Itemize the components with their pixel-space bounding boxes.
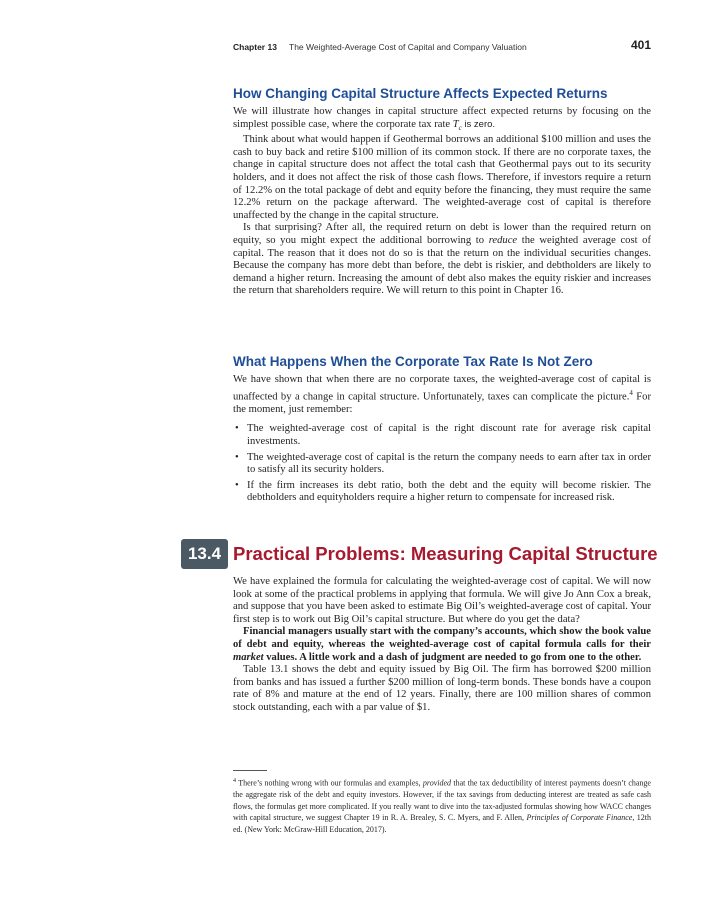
paragraph: Think about what would happen if Geothermal borrows an additional $100 million and uses the cash to buy back and retire $100 million of its common stock. If there are no corporate taxes, the change in capital structure does not affect the total cash that Geothermal pays out to its security holders, and it does not affect the risk of those cash flows. Therefore, if investors require a return of 12.2% on the total package of debt and equity before the financing, they must require the same 12.2% return on the package afterward. The weighted-average cost of capital is therefore unaffected by the change in the capital structure. [233, 134, 651, 221]
key-point-paragraph: Financial managers usually start with the company’s accounts, which show the book value of debt and equity, whereas the weighted-average cost of capital formula calls for their market values. A little work and a dash of judgment are needed to go from one to the other. [233, 626, 651, 663]
paragraph: We will illustrate how changes in capital structure affect expected returns by focusing on the simplest possible case, where the corporate tax rate $T_c$ is zero. [233, 106, 651, 132]
footnote-divider [233, 770, 267, 771]
list-item: • If the firm increases its debt ratio, both the debt and the equity will become riskier. The debtholders and equityholders require a higher return to compensate for increased risk. [235, 479, 651, 504]
paragraph: We have shown that when there are no corporate taxes, the weighted-average cost of capital is unaffected by a change in capital structure. Unfortunately, taxes can complicate the picture.$^4$ For the moment, just remember: [233, 374, 651, 415]
bullet-list [233, 423, 651, 505]
section-heading: What Happens When the Corporate Tax Rate Is Not Zero [233, 354, 593, 369]
section-corporate-tax-rate [233, 354, 651, 508]
list-item: • The weighted-average cost of capital is the return the company needs to earn after tax in order to satisfy all its security holders. [235, 451, 651, 476]
paragraph: Table 13.1 shows the debt and equity issued by Big Oil. The firm has borrowed $200 million from banks and has issued a further $200 million of long-term bonds. These bonds have a coupon rate of 8% and mature at the end of 12 years. Finally, there are 100 million shares of common stock outstanding, each with a par value of $1. [233, 664, 651, 713]
page-number: 401 [630, 38, 651, 52]
section-changing-capital-structure [233, 86, 651, 298]
section-measuring-capital-structure [233, 576, 651, 715]
section-title: Practical Problems: Measuring Capital Structure [233, 543, 658, 564]
paragraph: Is that surprising? After all, the required return on debt is lower than the required return on equity, so you might expect the additional borrowing to reduce the weighted average cost of capital. The reason that it does not do so is that the return on the individual securities changes. Because the company has more debt than before, the debt is riskier, and debtholders are likely to demand a higher return. Increasing the amount of debt also makes the equity riskier and increases the return that shareholders require. We will return to this point in Chapter 16. [233, 222, 651, 297]
chapter-label: Chapter 13 [233, 42, 277, 52]
running-header [233, 38, 651, 54]
list-item: • The weighted-average cost of capital is the right discount rate for average risk capital investments. [235, 423, 651, 447]
section-number-badge: 13.4 [181, 539, 228, 569]
section-heading: How Changing Capital Structure Affects Expected Returns [233, 86, 608, 101]
footnote-text: $^4$ There’s nothing wrong with our formulas and examples, provided that the tax deductibility of interest payments doesn’t change the aggregate risk of the debt and equity investors. However, if the tax savings from deducting interest are treated as safe cash flows, the formulas get more complicated. If you really want to dive into the tax-adjusted formulas showing how WACC changes with capital structure, we suggest Chapter 19 in R. A. Brealey, S. C. Myers, and F. Allen, Principles of Corporate Finance, 12th ed. (New York: McGraw-Hill Education, 2017). [233, 778, 651, 835]
paragraph: We have explained the formula for calculating the weighted-average cost of capital. We will now look at some of the practical problems in applying that formula. We will give Jo Ann Cox a break, and suppose that you have been asked to estimate Big Oil’s weighted-average cost of capital. Your first step is to work out Big Oil’s capital structure. But where do you get the data? [233, 576, 651, 625]
footnote [233, 776, 651, 836]
chapter-title: The Weighted-Average Cost of Capital and Company Valuation [289, 42, 527, 52]
